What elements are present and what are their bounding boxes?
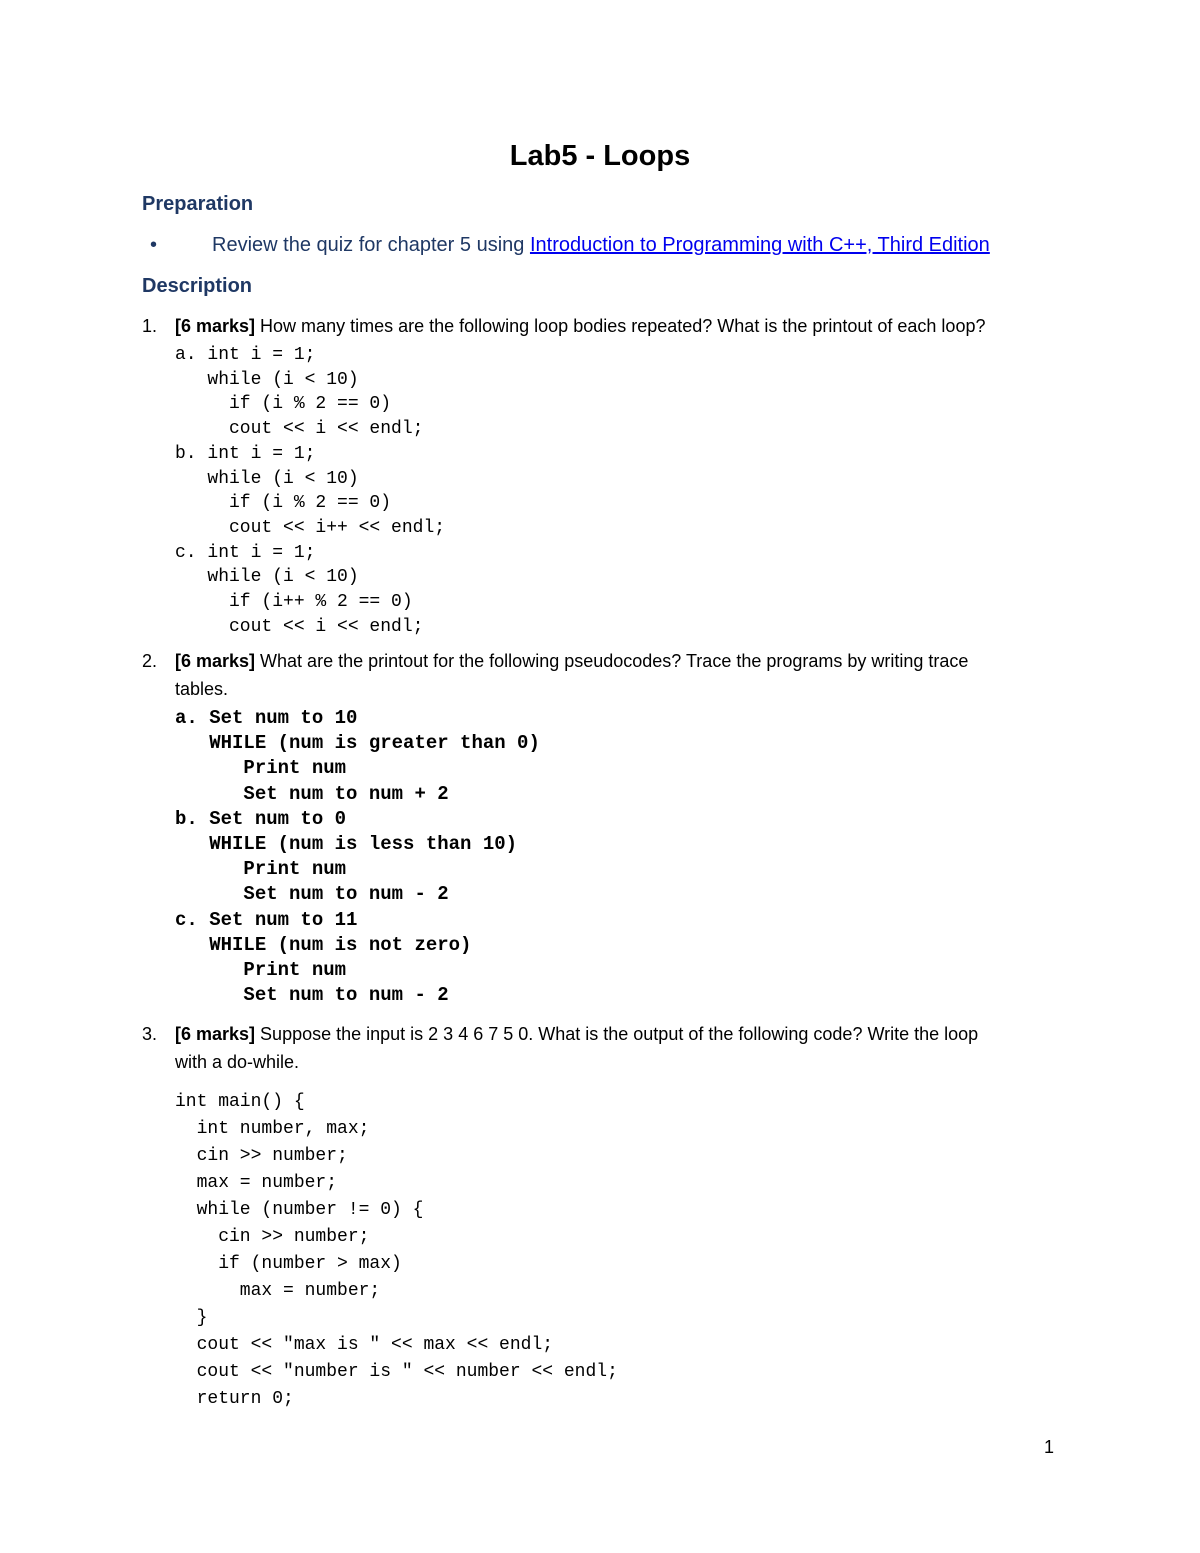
q2-prompt [175, 651, 968, 672]
q3-text-line2: with a do-while. [175, 1052, 300, 1072]
q3-code: int main() { int number, max; cin >> number; max = number; while (number != 0) { cin >> number; if (number > max) max = number; } cout << "max is " << max << endl; cout << "number is " << number << endl; return 0; [175, 1092, 618, 1409]
q2-marks: [6 marks] [175, 651, 256, 671]
q3-prompt [175, 1024, 978, 1045]
bullet-text: Review the quiz for chapter 5 using [212, 234, 530, 256]
q1-prompt [175, 316, 985, 337]
document-title: Lab5 - Loops [509, 140, 691, 172]
textbook-link[interactable]: Introduction to Programming with C++, Third Edition [529, 234, 990, 256]
q2-text-line1: What are the printout for the following pseudocodes? Trace the programs by writing trace [255, 651, 969, 671]
q1-number: 1. [142, 316, 158, 336]
preparation-bullet [150, 234, 990, 257]
description-heading: Description [142, 275, 253, 297]
preparation-heading: Preparation [142, 193, 254, 215]
q3-marks: [6 marks] [175, 1024, 256, 1044]
q1-text: How many times are the following loop bodies repeated? What is the printout of each loop? [255, 316, 986, 336]
q1-marks: [6 marks] [175, 316, 256, 336]
q3-text-line1: Suppose the input is 2 3 4 6 7 5 0. What is the output of the following code? Write the loop [255, 1024, 979, 1044]
q1-code: a. int i = 1; while (i < 10) if (i % 2 == 0) cout << i << endl; b. int i = 1; while (i < 10) if (i % 2 == 0) cout << i++ << endl; c. int i = 1; while (i < 10) if (i++ % 2 == 0) cout << i << endl; [175, 345, 446, 637]
q3-number: 3. [142, 1024, 158, 1044]
page-number: 1 [1044, 1437, 1055, 1457]
q2-text-line2: tables. [175, 679, 229, 699]
bullet-dot-icon: • [150, 234, 158, 256]
q2-number: 2. [142, 651, 158, 671]
q2-code: a. Set num to 10 WHILE (num is greater than 0) Print num Set num to num + 2 b. Set num to 0 WHILE (num is less than 10) Print num Set num to num - 2 c. Set num to 11 WHILE (num is not zero) Print num Set num to num - 2 [175, 707, 540, 1007]
